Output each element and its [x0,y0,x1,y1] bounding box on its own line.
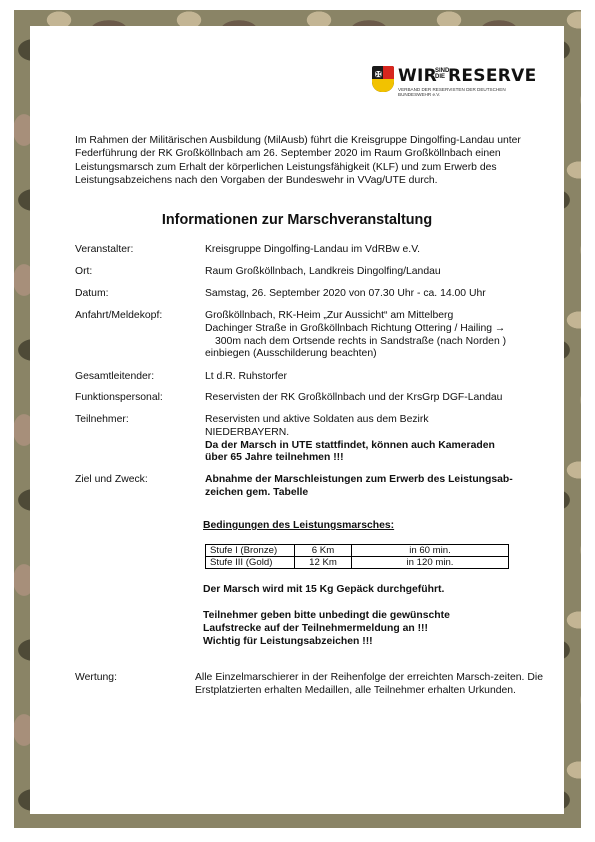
meldung-line: Wichtig für Leistungsabzeichen !!! [203,635,373,647]
table-cell-stufe: Stufe III (Gold) [206,557,295,569]
logo-sind-die: SIND DIE [435,68,450,80]
label-wertung: Wertung: [75,672,117,683]
table-cell-distanz: 6 Km [295,545,352,557]
teilnehmer-bold-line: Da der Marsch in UTE stattfindet, können auch Kameraden [205,439,495,451]
reservisten-logo [372,66,537,122]
value-funktionspersonal: Reservisten der RK Großköllnbach und der KrsGrp DGF-Landau [205,392,503,403]
value-teilnehmer [205,414,545,465]
value-veranstalter: Kreisgruppe Dingolfing-Landau im VdRBw e.V. [205,244,421,255]
table-cell-stufe: Stufe I (Bronze) [206,545,295,557]
logo-reserve: RESERVE [448,66,537,86]
value-wertung: Alle Einzelmarschierer in der Reihenfolge der erreichten Marsch-zeiten. Die Erstplatzierten erhalten Medaillen, alle Teilnehmer erhalten Urkunden. [195,672,543,696]
label-anfahrt: Anfahrt/Meldekopf: [75,310,163,321]
anfahrt-line: einbiegen (Ausschilderung beachten) [205,348,377,360]
document-page [30,26,564,814]
label-teilnehmer: Teilnehmer: [75,414,129,425]
table-row [206,545,509,557]
meldung-line: Laufstrecke auf der Teilnehmermeldung an !!! [203,622,428,634]
value-gesamtleitender: Lt d.R. Ruhstorfer [205,371,288,382]
label-ziel: Ziel und Zweck: [75,474,148,485]
eagle-shield-icon: ✠ [372,66,394,92]
teilnehmer-line: NIEDERBAYERN. [205,426,290,438]
meldung-note [203,610,523,648]
ziel-line: Abnahme der Marschleistungen zum Erwerb des Leistungsab- [205,474,513,485]
value-ort: Raum Großköllnbach, Landkreis Dingolfing/Landau [205,266,441,277]
value-datum: Samstag, 26. September 2020 von 07.30 Uhr - ca. 14.00 Uhr [205,288,486,299]
table-cell-distanz: 12 Km [295,557,352,569]
value-anfahrt [205,310,545,361]
teilnehmer-line: Reservisten und aktive Soldaten aus dem Bezirk [205,414,429,425]
teilnehmer-bold-line: über 65 Jahre teilnehmen !!! [205,452,344,464]
table-cell-zeit: in 120 min. [352,557,509,569]
logo-wir: WIR [398,66,438,86]
gepaeck-note: Der Marsch wird mit 15 Kg Gepäck durchgeführt. [203,584,445,595]
ziel-line: zeichen gem. Tabelle [205,486,309,498]
logo-subtitle: VERBAND DER RESERVISTEN DER DEUTSCHEN BUNDESWEHR e.V. [398,87,506,98]
meldung-line: Teilnehmer geben bitte unbedingt die gewünschte [203,610,450,621]
label-datum: Datum: [75,288,109,299]
table-cell-zeit: in 60 min. [352,545,509,557]
bedingungen-heading: Bedingungen des Leistungsmarsches: [203,520,395,531]
value-ziel [205,474,545,500]
anfahrt-line: Dachinger Straße in Großköllnbach Richtung Ottering / Hailing → [205,322,506,334]
table-row [206,557,509,569]
label-veranstalter: Veranstalter: [75,244,134,255]
label-gesamtleitender: Gesamtleitender: [75,371,155,382]
page-title: Informationen zur Marschveranstaltung [161,212,433,228]
anfahrt-line: Großköllnbach, RK-Heim „Zur Aussicht“ am Mittelberg [205,310,454,321]
label-funktionspersonal: Funktionspersonal: [75,392,163,403]
label-ort: Ort: [75,266,93,277]
intro-paragraph: Im Rahmen der Militärischen Ausbildung (MilAusb) führt die Kreisgruppe Dingolfing-Landau unter Federführung der RK Großköllnbach am 26. September 2020 im Raum Großköllnbach einen Leistungsmarsch zum Erhalt der körperlichen Leistungsfähigkeit (KLF) und zum Erwerb des Leistungsabzeichens nach den Vorgaben der Bundeswehr in VVag/UTE durch. [75,135,521,187]
anfahrt-line: 300m nach dem Ortsende rechts in Sandstraße (nach Norden ) [215,335,507,347]
bedingungen-table [205,544,509,569]
